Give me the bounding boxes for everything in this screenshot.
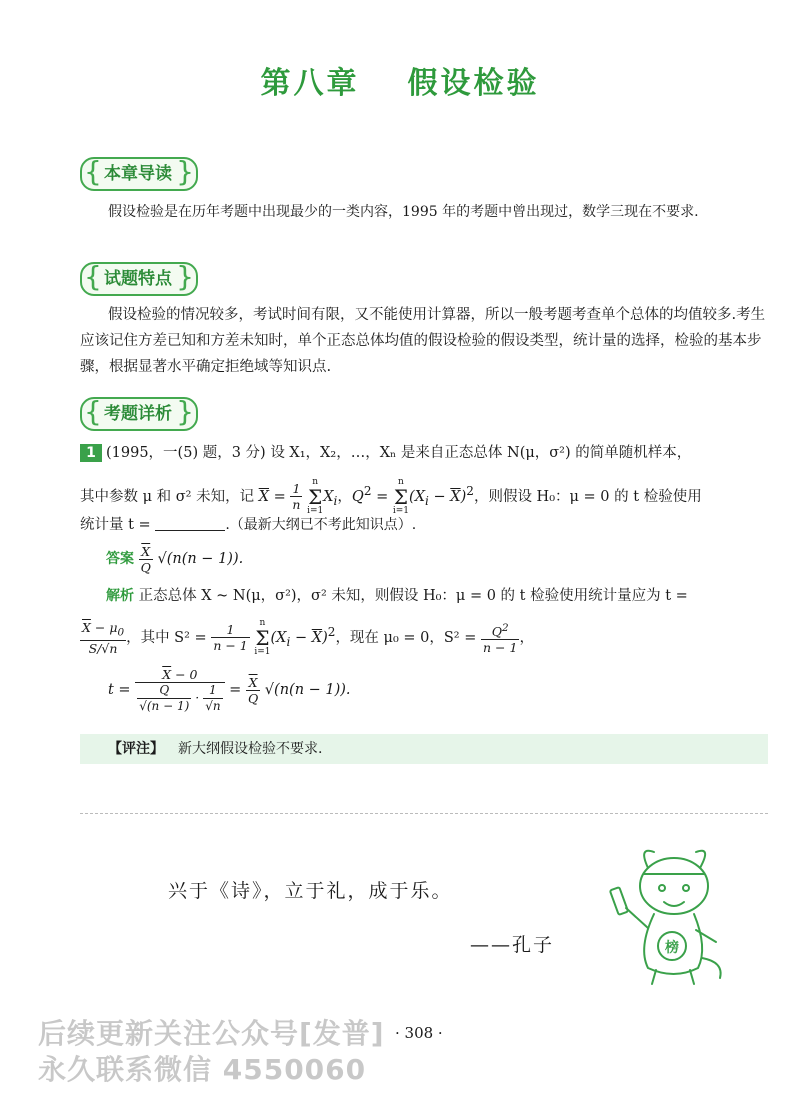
frac-t-statistic: $\frac{\overline{X} - \mu_0}{S/√n}$ (82, 619, 125, 657)
frac-1-over-n: $\frac{1}{n}$ (292, 481, 301, 513)
sum-symbol: n Σ i=1 (307, 476, 324, 516)
section-label: 试题特点 (104, 269, 172, 289)
question-text-a: 设 X₁，X₂，…，Xₙ 是来自正态总体 N(μ，σ²) 的简单随机样本， (270, 445, 692, 461)
divider (80, 813, 768, 814)
sum-symbol: n Σ i=1 (392, 476, 410, 516)
features-paragraph (80, 302, 768, 380)
question-text-b-post: ，则假设 H₀：μ = 0 的 t 检验使用 (473, 488, 702, 505)
mascot-illustration (608, 838, 738, 988)
section-label: 本章导读 (104, 164, 172, 184)
chapter-number: 第八章 (260, 66, 360, 101)
question-number: 1 (80, 444, 102, 462)
question-source: (1995，一(5) 题，3 分) (106, 445, 266, 461)
section-tag-features: { 试题特点 } (80, 262, 198, 296)
comment-text: 新大纲假设检验不要求. (178, 741, 323, 757)
solution-text-1: 正态总体 X ~ N(μ，σ²)，σ² 未知，则假设 H₀：μ = 0 的 t 检验使用统计量应为 t = (138, 588, 688, 604)
question-line-3 (80, 512, 768, 538)
section-label: 考题详析 (104, 404, 172, 424)
quote-text: 兴于《诗》，立于礼，成于乐。 (168, 880, 453, 902)
solution-text-2a: ，其中 S² = (126, 629, 207, 646)
question-line-2: 其中参数 μ 和 σ² 未知，记 $\overline{X}$ = $\frac{1}{n}$ n Σ $i=1X_i$，$Q^2 = n$ Σ $i=1(X_i - \overline{X})^2$，则假设 H₀：μ = 0 的 t 检验使用 (80, 476, 702, 516)
frac-compound: $\overline{X} - 0$ $\frac{Q}{√(n - 1)}$ · $\frac{1}{√n}$ (135, 667, 224, 714)
chapter-title (0, 58, 800, 102)
guide-paragraph (80, 199, 768, 225)
frac-xbar-over-q: $\frac{\overline{X}}{Q}$ (247, 674, 259, 706)
question-line-1 (80, 440, 768, 466)
answer-label: 答案 (106, 551, 134, 567)
solution-label: 解析 (106, 588, 134, 604)
sum-symbol: n Σ i=1 (254, 617, 271, 657)
comment-bar (80, 734, 768, 764)
section-tag-detail: { 考题详析 } (80, 397, 198, 431)
frac-xbar-over-q: $\frac{\overline{X}}{Q}$ (140, 543, 151, 575)
answer-blank (155, 516, 225, 531)
svg-text:榜: 榜 (665, 940, 679, 956)
quote-author: ——孔子 (470, 934, 555, 956)
comment-label: 【评注】 (108, 741, 164, 757)
watermark-line-1: 后续更新关注公众号[发普] (38, 1017, 385, 1050)
features-text: 假设检验的情况较多，考试时间有限，又不能使用计算器，所以一般考题考查单个总体的均值较多.考生应该记住方差已知和方差未知时，单个正态总体均值的假设检验的假设类型，统计量的选择，检验的基本步骤，根据显著水平确定拒绝域等知识点. (80, 307, 766, 375)
page-number: · 308 · (395, 1024, 443, 1042)
chapter-name: 假设检验 (407, 66, 540, 101)
watermark-line-2: 永久联系微信 4550060 (38, 1053, 367, 1086)
frac-q2-over-n-minus-1: $\frac{Q^2}{n - 1}$ (483, 621, 518, 655)
guide-text: 假设检验是在历年考题中出现最少的一类内容，1995 年的考题中曾出现过，数学三现在不要求. (108, 204, 699, 220)
question-text-c-pre: 统计量 t = (80, 517, 156, 533)
solution-text-2b: ，现在 μ₀ = 0，S² = (335, 629, 477, 646)
solution-line-2: $\frac{\overline{X} - \mu_0}{S/√n}$ ，其中 S² = $\frac{1}{n - 1}$ n Σ $i=1(X_i - \overline{X})^2$，现在 μ₀ = 0，S² = $\frac{Q^2}{n - 1}$ ， (82, 617, 534, 657)
answer-line (80, 542, 768, 576)
solution-line-3: t = $\overline{X} - 0$ $\frac{Q}{√(n - 1)}$ · $\frac{1}{√n}$ = $\frac{\overline{X}}{Q}$ √(n(n − 1)). (108, 666, 351, 713)
frac-1-over-n-minus-1: $\frac{1}{n - 1}$ (213, 622, 248, 654)
solution-line-1 (80, 583, 768, 609)
question-text-b-pre: 其中参数 μ 和 σ² 未知，记 (80, 488, 255, 505)
question-text-c-post: .（最新大纲已不考此知识点）. (225, 517, 417, 533)
answer-tail: √(n(n − 1)). (157, 551, 244, 567)
section-tag-guide: { 本章导读 } (80, 157, 198, 191)
solution-tail: √(n(n − 1)). (264, 682, 351, 698)
